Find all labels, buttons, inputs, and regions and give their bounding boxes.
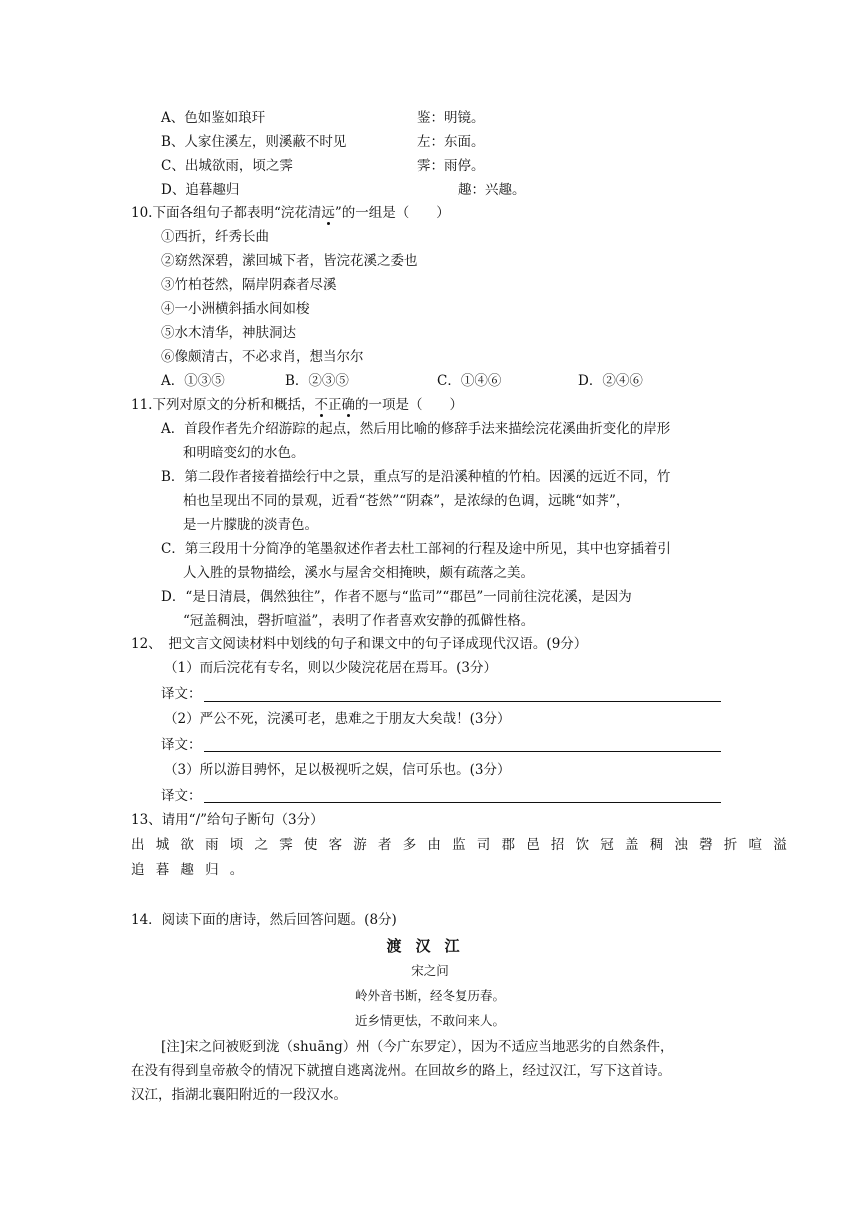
q10-item-4: ④一小洲横斜插水间如梭 (161, 301, 310, 317)
q12-sentence-3: （3）所以游目骋怀，足以极视听之娱，信可乐也。(3分） (164, 762, 511, 778)
q14-stem: 14．阅读下面的唐诗，然后回答问题。(8分) (131, 912, 397, 928)
q13-passage-line1: 出城欲雨顷之霁使客游者多由监司郡邑招饮冠盖稠浊磬折喧溢 (131, 837, 798, 853)
q11-option-b-line2: 柏也呈现出不同的景观，近看“苍然”“阴森”，是浓绿的色调，远眺“如荠”， (183, 493, 630, 509)
poem-title: 渡汉江 (386, 937, 474, 955)
q10-item-2: ②窈然深碧，潆回城下者，皆浣花溪之委也 (161, 253, 418, 269)
q12-answer-field-1[interactable] (204, 701, 721, 702)
q11-option-d-line2: “冠盖稠浊，磬折喧溢”，表明了作者喜欢安静的孤僻性格。 (183, 613, 535, 629)
q10-stem (131, 203, 450, 223)
q11-option-a-line2: 和明暗变幻的水色。 (183, 445, 305, 461)
q11-option-d-line1: D．“是日清晨，偶然独往”，作者不愿与“监司”“郡邑”一同前往浣花溪，是因为 (161, 589, 632, 605)
q11-option-c-line1: C．第三段用十分简净的笔墨叙述作者去杜工部祠的行程及途中所见，其中也穿插着引 (161, 541, 671, 557)
q12-answer-label-3: 译文： (161, 788, 202, 804)
q9-option-d: D、追暮趣归 (161, 182, 240, 198)
q12-answer-field-2[interactable] (204, 751, 721, 752)
q13-stem: 13、请用“/”给句子断句（3分） (131, 812, 324, 828)
q11-stem-emphasis-2: 确 (341, 397, 355, 413)
q12-sentence-1: （1）而后浣花有专名，则以少陵浣花居在焉耳。(3分） (164, 660, 497, 676)
q9-option-c-explain: 霁：雨停。 (417, 158, 485, 174)
q10-item-6: ⑥像颇清古，不必求肖，想当尔尔 (161, 349, 364, 365)
poem-verse-2: 近乡情更怯，不敢问来人。 (354, 1013, 505, 1028)
q13-passage-line2: 追暮趣归。 (131, 862, 255, 878)
q10-stem-part1: 10.下面各组句子都表明“浣花清 (131, 205, 322, 221)
q9-option-d-explain: 趣：兴趣。 (458, 182, 526, 198)
q11-option-b-line1: B．第二段作者接着描绘行中之景，重点写的是沿溪种植的竹柏。因溪的远近不同，竹 (161, 469, 671, 485)
q11-stem (131, 395, 463, 415)
q10-item-5: ⑤水木清华，神肤洞达 (161, 325, 296, 341)
q11-option-b-line3: 是一片朦胧的淡青色。 (183, 517, 318, 533)
q11-option-c-line2: 人入胜的景物描绘，溪水与屋舍交相掩映，颇有疏落之美。 (183, 565, 534, 581)
q11-stem-emphasis-1: 不 (314, 397, 328, 413)
poem-note-line3: 汉江，指湖北襄阳附近的一段汉水。 (131, 1087, 347, 1103)
q10-option-c: C．①④⑥ (437, 373, 502, 389)
q11-stem-part2: 的一项是（ ） (354, 397, 463, 413)
q10-item-1: ①西折，纤秀长曲 (161, 229, 269, 245)
q9-option-c: C、出城欲雨，顷之霁 (161, 158, 293, 174)
q10-stem-emphasis: 远 (321, 205, 335, 221)
q11-stem-part1: 11.下列对原文的分析和概括， (131, 397, 315, 413)
q12-answer-label-1: 译文： (161, 686, 202, 702)
q9-option-a-text: A、色如鉴如琅玕 (161, 110, 266, 126)
poem-note-line1: [注]宋之问被贬到泷（shuāng）州（今广东罗定），因为不适应当地恶劣的自然条件， (161, 1039, 674, 1055)
q12-stem: 12、 把文言文阅读材料中划线的句子和课文中的句子译成现代汉语。(9分） (131, 636, 588, 652)
q12-answer-label-2: 译文： (161, 737, 202, 753)
q10-option-d: D．②④⑥ (578, 373, 643, 389)
q9-option-b-explain: 左：东面。 (417, 134, 485, 150)
poem-author: 宋之问 (411, 963, 449, 978)
q10-option-b: B．②③⑤ (285, 373, 349, 389)
q9-option-a (161, 108, 265, 128)
q9-option-a-explain: 鉴：明镜。 (417, 110, 485, 126)
poem-note-line2: 在没有得到皇帝赦令的情况下就擅自逃离泷州。在回故乡的路上，经过汉江，写下这首诗。 (131, 1063, 671, 1079)
poem-verse-1: 岭外音书断，经冬复历春。 (354, 988, 505, 1003)
q11-option-a-line1: A．首段作者先介绍游踪的起点，然后用比喻的修辞手法来描绘浣花溪曲折变化的岸形 (161, 421, 671, 437)
q10-stem-part2: ”的一组是（ ） (334, 205, 450, 221)
q11-stem-mid: 正 (327, 397, 342, 413)
q9-option-b: B、人家住溪左，则溪蔽不时见 (161, 134, 347, 150)
q10-item-3: ③竹柏苍然，隔岸阴森者尽溪 (161, 277, 337, 293)
q12-answer-field-3[interactable] (204, 802, 721, 803)
q10-option-a: A．①③⑤ (161, 373, 225, 389)
q12-sentence-2: （2）严公不死，浣溪可老，患难之于朋友大矣哉！(3分） (164, 711, 511, 727)
